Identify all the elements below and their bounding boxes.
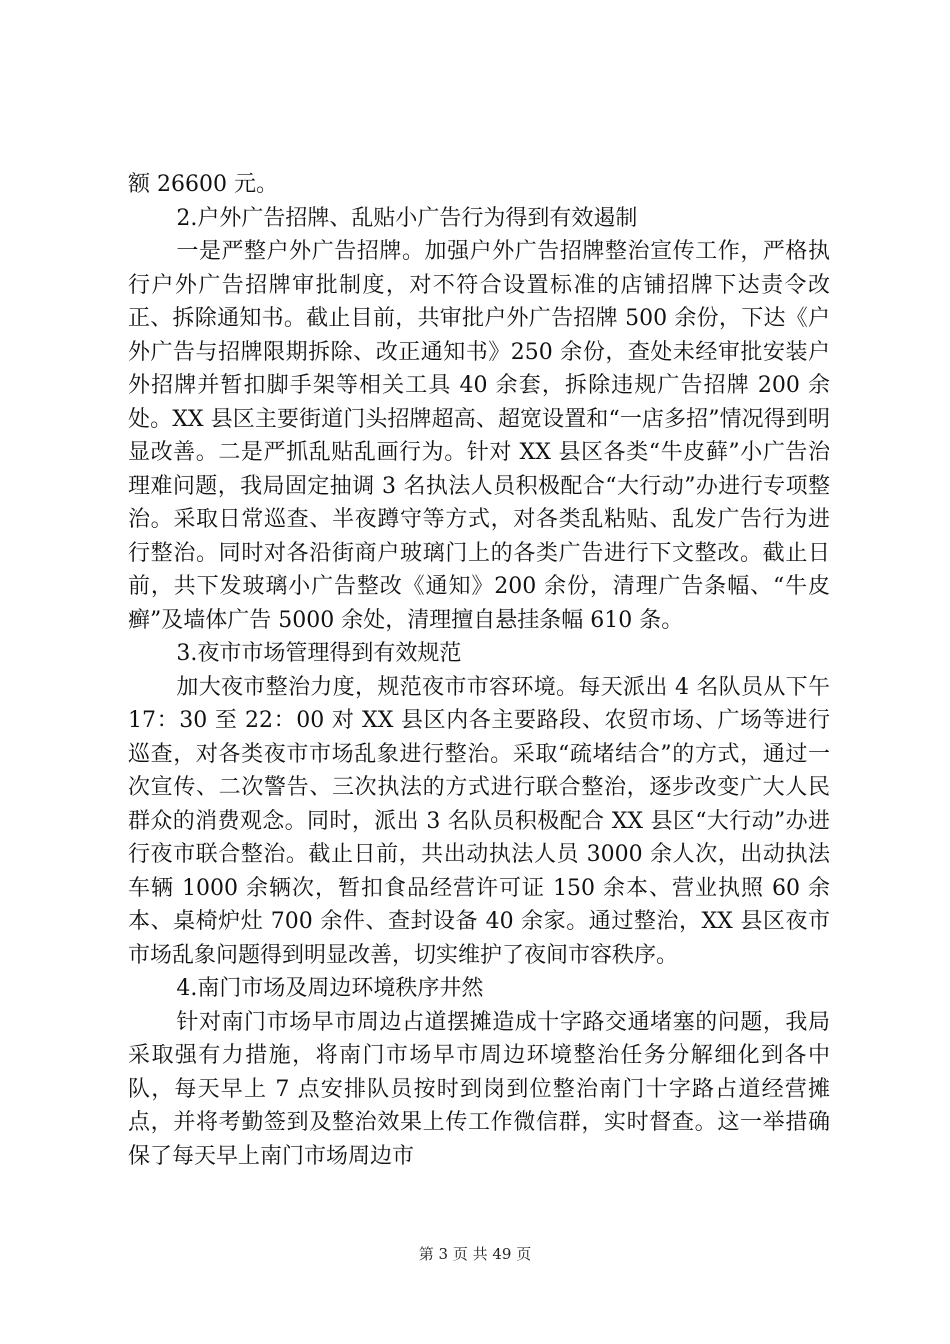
paragraph-night-market: 加大夜市整治力度，规范夜市市容环境。每天派出 4 名队员从下午 17：30 至 22：00 对 XX 县区内各主要路段、农贸市场、广场等进行巡查，对各类夜市市场乱象进行整治。采取“疏堵结合”的方式，通过一次宣传、二次警告、三次执法的方式进行联合整治，逐步改变广大人民群众的消费观念。同时，派出 3 名队员积极配合 XX 县区“大行动”办进行夜市联合整治。截止日前，共出动执法人员 3000 余人次，出动执法车辆 1000 余辆次，暂扣食品经营许可证 150 余本、营业执照 60 余本、桌椅炉灶 700 余件、查封设备 40 余家。通过整治，XX 县区夜市市场乱象问题得到明显改善，切实维护了夜间市容秩序。 xyxy=(128,674,830,968)
section-heading-outdoor-ads: 2.户外广告招牌、乱贴小广告行为得到有效遏制 xyxy=(176,205,638,231)
paragraph-continuation: 额 26600 元。 xyxy=(128,172,278,197)
paragraph-outdoor-ads: 一是严整户外广告招牌。加强户外广告招牌整治宣传工作，严格执行户外广告招牌审批制度，对不符合设置标准的店铺招牌下达责令改正、拆除通知书。截止目前，共审批户外广告招牌 500 余份，下达《户外广告与招牌限期拆除、改正通知书》250 余份，查处未经审批安装户外招牌并暂扣脚手架等相关工具 40 余套，拆除违规广告招牌 200 余处。XX 县区主要街道门头招牌超高、超宽设置和“一店多招”情况得到明显改善。二是严抓乱贴乱画行为。针对 XX 县区各类“牛皮藓”小广告治理难问题，我局固定抽调 3 名执法人员积极配合“大行动”办进行专项整治。采取日常巡查、半夜蹲守等方式，对各类乱粘贴、乱发广告行为进行整治。同时对各沿街商户玻璃门上的各类广告进行下文整改。截止日前，共下发玻璃小广告整改《通知》200 余份，清理广告条幅、“牛皮癣”及墙体广告 5000 余处，清理擅自悬挂条幅 610 条。 xyxy=(128,239,830,633)
section-heading-night-market: 3.夜市市场管理得到有效规范 xyxy=(176,641,462,666)
document-body xyxy=(128,168,830,1173)
section-heading-south-gate-market: 4.南门市场及周边环境秩序井然 xyxy=(176,976,484,1001)
paragraph-south-gate-market: 针对南门市场早市周边占道摆摊造成十字路交通堵塞的问题，我局采取强有力措施，将南门市场早市周边环境整治任务分解细化到各中队，每天早上 7 点安排队员按时到岗到位整治南门十字路占道经营摊点，并将考勤签到及整治效果上传工作微信群，实时督查。这一举措确保了每天早上南门市场周边市 xyxy=(128,1009,830,1169)
page-number-footer: 第 3 页 共 49 页 xyxy=(418,1245,532,1263)
